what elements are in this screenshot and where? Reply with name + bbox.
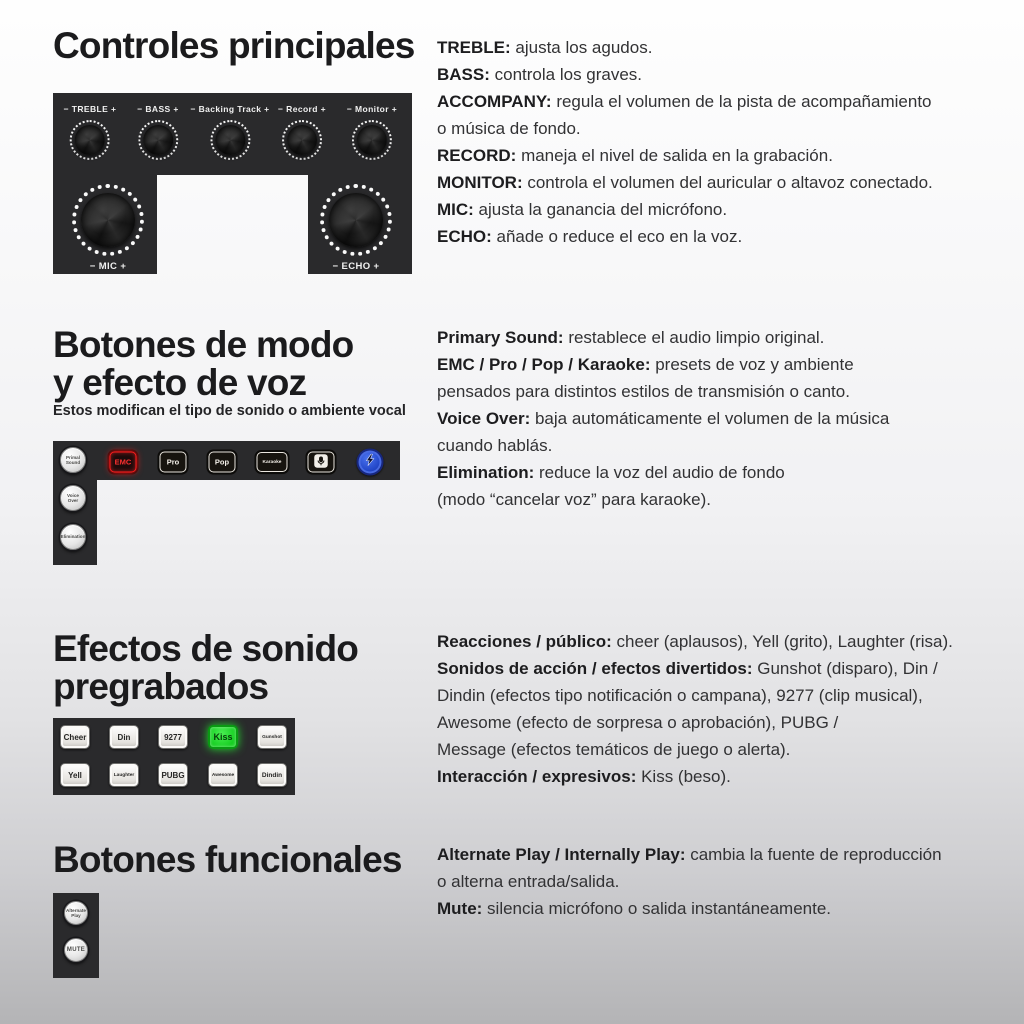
description-line: cuando hablás. (437, 436, 553, 455)
description-line: Mute: silencia micrófono o salida instantáneamente. (437, 899, 832, 918)
kiss-key: Kiss (208, 725, 238, 749)
dindin-key: Dindin (257, 763, 287, 787)
monitor-knob-group (347, 104, 397, 160)
description-line: Elimination: reduce la voz del audio de fondo (437, 463, 785, 482)
description-line: BASS: controla los graves. (437, 65, 643, 84)
functional-buttons-descriptions (437, 841, 1019, 922)
description-line: ACCOMPANY: regula el volumen de la pista de acompañamiento (437, 92, 932, 111)
bass-knob-label: − BASS + (137, 104, 179, 114)
treble-knob-label: − TREBLE + (63, 104, 117, 114)
treble-knob-group (64, 104, 117, 160)
backing-track-knob-group (190, 104, 269, 160)
backing-track-knob (210, 120, 250, 160)
section-title-main-controls: Controles principales (53, 25, 415, 66)
mic-knob-group (72, 184, 144, 272)
description-line: o música de fondo. (437, 119, 581, 138)
laughter-key: Laughter (109, 763, 139, 787)
alternate-play-button: Alternate Play (64, 901, 88, 925)
monitor-knob-label: − Monitor + (346, 104, 398, 114)
description-line: Awesome (efecto de sorpresa o aprobación), PUBG / (437, 713, 839, 732)
pop-key: Pop (209, 452, 236, 473)
pubg-key: PUBG (158, 763, 188, 787)
description-line: Voice Over: baja automáticamente el volumen de la música (437, 409, 890, 428)
record-knob-group (278, 104, 326, 160)
yell-key: Yell (60, 763, 90, 787)
record-knob (282, 120, 322, 160)
record-knob-label: − Record + (278, 104, 326, 114)
flash-icon (364, 453, 377, 471)
backing-track-knob-label: − Backing Track + (190, 104, 270, 114)
primal-sound-button: Primal Sound (60, 447, 86, 473)
section-title-sound-effects: Efectos de sonido pregrabados (53, 628, 359, 707)
flash-button (357, 449, 384, 476)
description-line: Reacciones / público: cheer (aplausos), Yell (grito), Laughter (risa). (437, 632, 953, 651)
description-line: ECHO: añade o reduce el eco en la voz. (437, 227, 743, 246)
main-controls-descriptions (437, 34, 1019, 250)
mic-knob (72, 184, 144, 256)
emc-key: EMC (110, 452, 137, 473)
voice-changer-key (308, 452, 335, 473)
voice-over-button: Voice Over (60, 485, 86, 511)
din-key: Din (109, 725, 139, 749)
mic-knob-label: − MIC + (89, 261, 127, 272)
description-line: pensados para distintos estilos de transmisión o canto. (437, 382, 850, 401)
bass-knob (138, 120, 178, 160)
description-line: (modo “cancelar voz” para karaoke). (437, 490, 712, 509)
9277-key: 9277 (158, 725, 188, 749)
section-title-functional-buttons: Botones funcionales (53, 839, 402, 880)
elimination-button: Elimination (60, 524, 86, 550)
description-line: o alterna entrada/salida. (437, 872, 620, 891)
section-title-mode-buttons: Botones de modo y efecto de voz (53, 324, 354, 403)
monitor-knob (352, 120, 392, 160)
description-line: RECORD: maneja el nivel de salida en la grabación. (437, 146, 833, 165)
description-line: Interacción / expresivos: Kiss (beso). (437, 767, 731, 786)
description-line: Alternate Play / Internally Play: cambia la fuente de reproducción (437, 845, 942, 864)
cheer-key: Cheer (60, 725, 90, 749)
description-line: Sonidos de acción / efectos divertidos: Gunshot (disparo), Din / (437, 659, 938, 678)
description-line: TREBLE: ajusta los agudos. (437, 38, 653, 57)
echo-knob (320, 184, 392, 256)
description-line: Primary Sound: restablece el audio limpio original. (437, 328, 825, 347)
echo-knob-group (320, 184, 392, 272)
description-line: EMC / Pro / Pop / Karaoke: presets de voz y ambiente (437, 355, 854, 374)
mode-buttons-subtitle: Estos modifican el tipo de sonido o ambiente vocal (53, 403, 406, 419)
description-line: Message (efectos temáticos de juego o alerta). (437, 740, 791, 759)
description-line: Dindin (efectos tipo notificación o campana), 9277 (clip musical), (437, 686, 923, 705)
description-line: MIC: ajusta la ganancia del micrófono. (437, 200, 728, 219)
mute-button: MUTE (64, 938, 88, 962)
echo-knob-label: − ECHO + (332, 261, 380, 272)
treble-knob (70, 120, 110, 160)
gunshot-key: Gunshot (257, 725, 287, 749)
sound-effects-descriptions (437, 628, 1019, 790)
description-line: MONITOR: controla el volumen del auricular o altavoz conectado. (437, 173, 933, 192)
voice-changer-icon (314, 454, 329, 471)
bass-knob-group (137, 104, 178, 160)
mode-buttons-descriptions (437, 324, 1019, 513)
pro-key: Pro (160, 452, 187, 473)
awesome-key: Awesome (208, 763, 238, 787)
karaoke-key: Karaoke (257, 452, 288, 472)
